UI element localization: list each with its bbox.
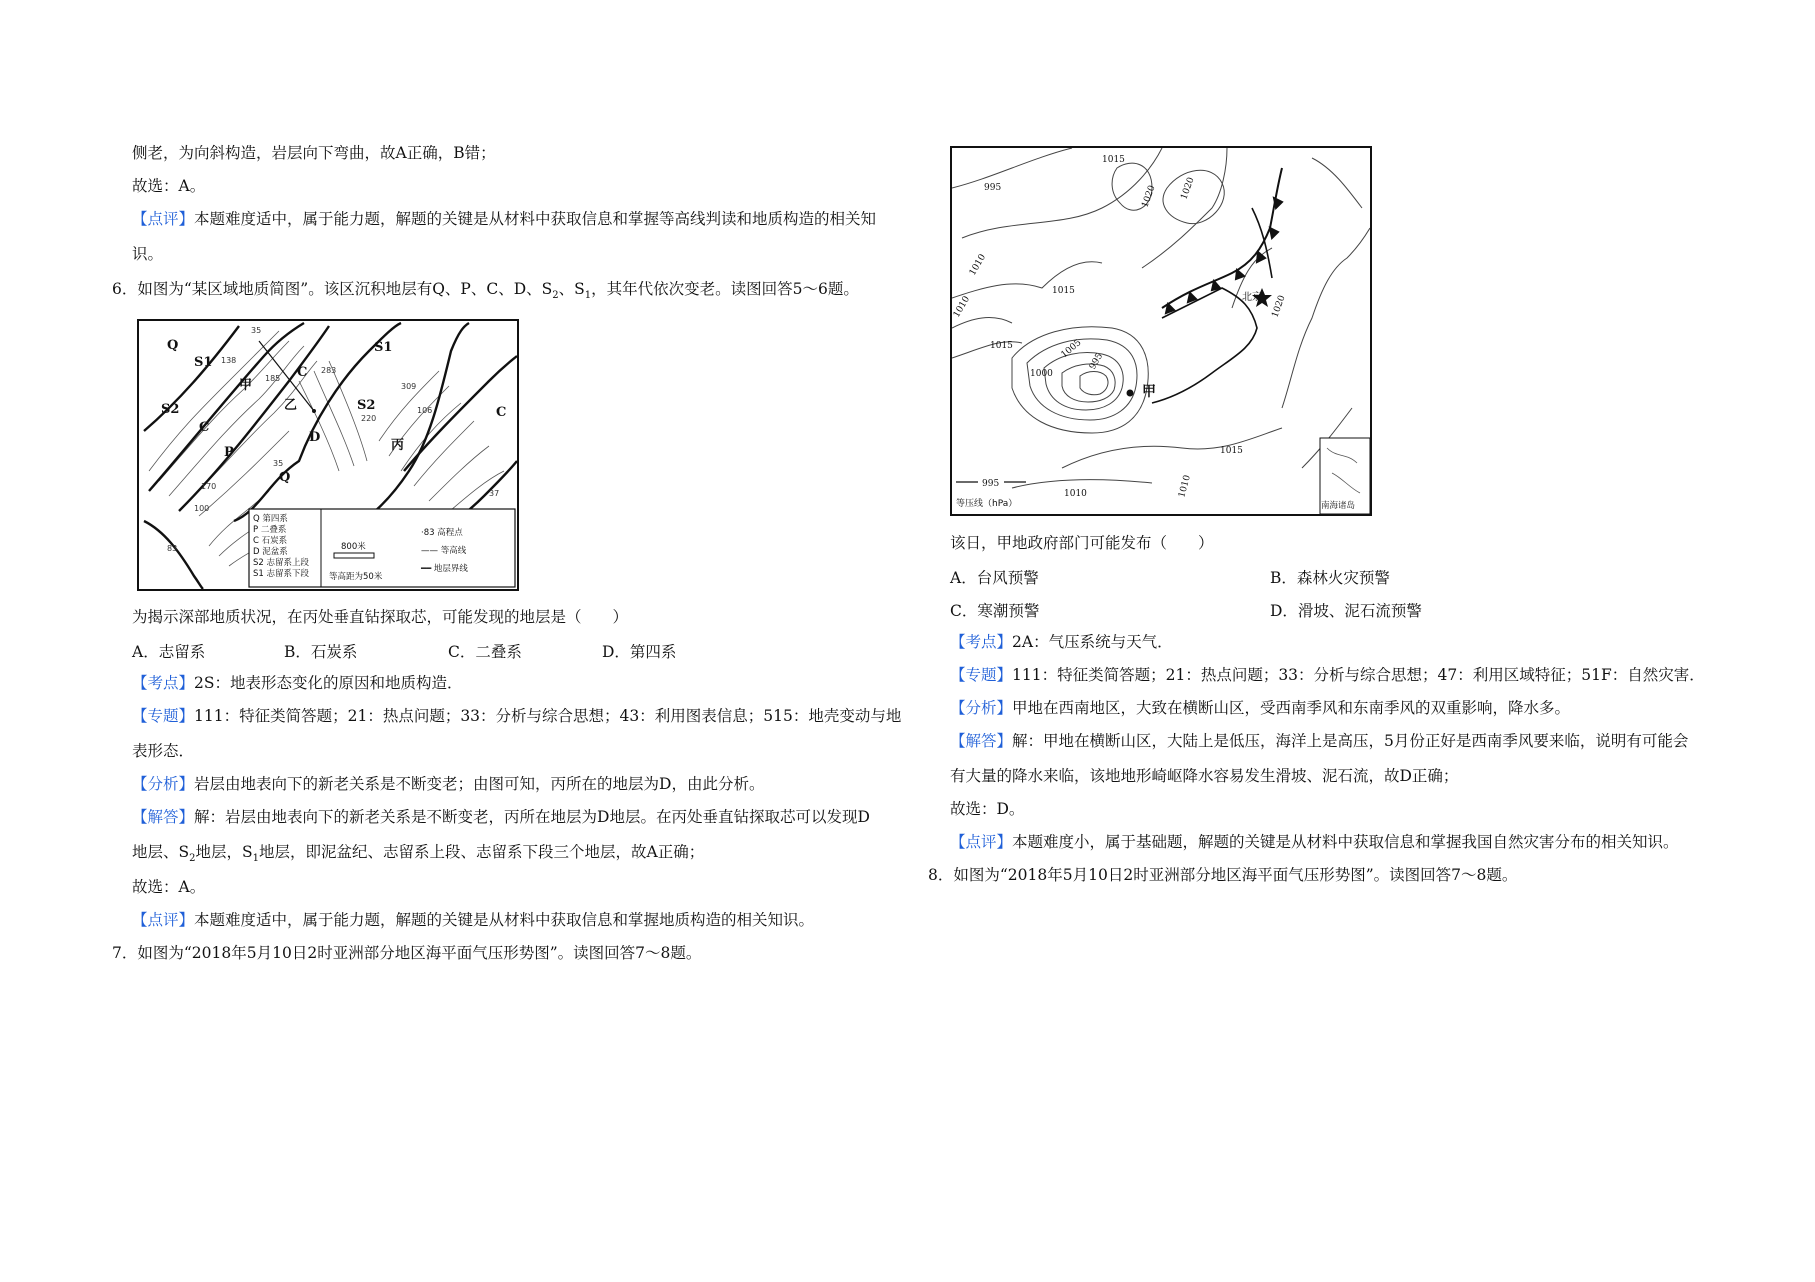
svg-text:S1 志留系下段: S1 志留系下段 [253,569,310,579]
geology-map [139,321,517,589]
svg-text:106: 106 [417,406,433,415]
geology-map-figure [137,319,519,591]
svg-text:1000: 1000 [1030,369,1053,379]
svg-text:283: 283 [321,366,337,375]
svg-text:1015: 1015 [1220,446,1243,456]
fenxi-paragraph: 【分析】岩层由地表向下的新老关系是不断变老；由图可知，丙所在的地层为D，由此分析。 [132,775,765,793]
geo-interval: 等高距为50米 [329,572,383,582]
option-c-2: C．寒潮预警 [950,602,1040,620]
pressure-map [952,148,1370,514]
svg-text:━━ 地层界线: ━━ 地层界线 [421,564,468,574]
geo-label-S2b: S2 [357,398,376,413]
dianping-paragraph-2: 【点评】本题难度小，属于基础题，解题的关键是从材料中获取信息和掌握我国自然灾害分布的相关知识。 [950,833,1679,851]
kaodian-paragraph: 【考点】2S：地表形态变化的原因和地质构造． [132,674,463,692]
comment-text-cont: 识。 [132,245,164,263]
fenxi-paragraph-2: 【分析】甲地在西南地区，大致在横断山区，受西南季风和东南季风的双重影响，降水多。 [950,699,1571,717]
svg-text:35: 35 [251,326,262,335]
svg-text:1005: 1005 [1059,337,1084,361]
svg-text:995: 995 [984,183,1002,193]
svg-text:P 二叠系: P 二叠系 [253,525,287,535]
geo-label-S1: S1 [194,355,213,370]
svg-text:83: 83 [167,544,178,553]
question-stem-7: 该日，甲地政府部门可能发布（ ） [950,534,1214,552]
geo-label-bing: 丙 [391,438,405,453]
svg-text:170: 170 [201,482,217,491]
pressure-map-figure [950,146,1372,516]
svg-text:D 泥盆系: D 泥盆系 [253,547,288,557]
svg-text:37: 37 [489,489,500,498]
answer-continuation: 侧老，为向斜构造，岩层向下弯曲，故A正确，B错； [132,144,496,162]
jieda-paragraph: 【解答】解：岩层由地表向下的新老关系是不断变老，丙所在地层为D地层。在丙处垂直钻探取芯可以发现D [132,808,870,826]
svg-text:C 石炭系: C 石炭系 [253,536,288,546]
jieda-cont-2: 有大量的降水来临，该地地形崎岖降水容易发生滑坡、泥石流，故D正确； [950,767,1459,785]
option-a: A．志留系 [132,643,206,661]
geo-label-S1b: S1 [374,340,393,355]
question-number: 6． [112,280,138,298]
geo-label-Q: Q [167,338,179,353]
svg-text:1010: 1010 [967,252,989,278]
geo-label-P: P [224,445,234,460]
option-b: B．石炭系 [284,643,358,661]
option-c: C．二叠系 [448,643,522,661]
svg-text:1010: 1010 [1177,474,1193,499]
geo-label-C3: C [496,405,507,420]
svg-text:100: 100 [194,504,210,513]
zhuanti-cont: 表形态． [132,742,195,760]
option-a-2: A．台风预警 [950,569,1039,587]
wx-label-jia: 甲 [1142,384,1156,400]
zhuanti-paragraph: 【专题】111：特征类简答题；21：热点问题；33：分析与综合思想；43：利用图表信息；515：地壳变动与地 [132,707,902,725]
geo-label-C: C [199,420,210,435]
svg-text:1015: 1015 [1102,155,1125,165]
location-dot-icon [1127,390,1134,397]
wx-label-beijing: 北京 [1242,292,1262,303]
geo-label-yi: 乙 [284,398,298,413]
zhuanti-paragraph-2: 【专题】111：特征类简答题；21：热点问题；33：分析与综合思想；47：利用区域特征；51F：自然灾害． [950,666,1705,684]
svg-text:1010: 1010 [952,294,973,320]
svg-text:995: 995 [1087,351,1106,372]
svg-text:1020: 1020 [1270,294,1288,320]
option-d-2: D．滑坡、泥石流预警 [1270,602,1422,620]
svg-text:·83 高程点: ·83 高程点 [421,528,463,538]
svg-text:1020: 1020 [1179,176,1197,202]
svg-text:1015: 1015 [1052,286,1075,296]
jieda-paragraph-2: 【解答】解：甲地在横断山区，大陆上是低压，海洋上是高压，5月份正好是西南季风要来临，说明有可能会 [950,732,1689,750]
geo-label-C2: C [297,365,308,380]
svg-text:138: 138 [221,356,237,365]
svg-text:220: 220 [361,414,377,423]
comment-tag: 【点评】 [132,210,195,228]
question-6: 6．如图为“某区域地质简图”。该区沉积地层有Q、P、C、D、$S_2$、$S_1$，其年代依次变老。读图回答5～6题。 [112,280,859,302]
comment-text: 本题难度适中，属于能力题，解题的关键是从材料中获取信息和掌握等高线判读和地质构造的相关知 [194,210,877,228]
svg-text:185: 185 [265,374,281,383]
geo-scale-label: 800米 [341,542,366,552]
svg-text:1015: 1015 [990,341,1013,351]
svg-text:Q 第四系: Q 第四系 [253,514,288,524]
question-7: 7．如图为“2018年5月10日2时亚洲部分地区海平面气压形势图”。读图回答7～8题。 [112,944,702,962]
comment-paragraph [132,209,876,229]
question-stem-6: 为揭示深部地质状况，在丙处垂直钻探取芯，可能发现的地层是（ ） [132,608,629,626]
svg-text:309: 309 [401,382,417,391]
option-d: D．第四系 [602,643,677,661]
option-b-2: B．森林火灾预警 [1270,569,1390,587]
svg-text:—— 等高线: —— 等高线 [421,546,467,556]
geo-label-Q2: Q [279,470,291,485]
svg-text:1020: 1020 [1140,184,1158,210]
wx-legend-line: 995 [982,479,1000,489]
kaodian-paragraph-2: 【考点】2A：气压系统与天气． [950,633,1173,651]
jieda-cont: 地层、$S_2$地层，$S_1$地层，即泥盆纪、志留系上段、志留系下段三个地层，故A正确； [132,843,705,865]
geo-label-jia: 甲 [239,378,253,393]
wx-legend-text: 等压线（hPa） [956,499,1018,509]
answer-choice-2: 故选：A。 [132,878,206,896]
dianping-paragraph: 【点评】本题难度适中，属于能力题，解题的关键是从材料中获取信息和掌握地质构造的相关知识。 [132,911,815,929]
geo-label-S2: S2 [161,402,180,417]
answer-choice: 故选：A。 [132,177,206,195]
geo-label-D: D [309,430,321,445]
answer-choice-3: 故选：D。 [950,800,1025,818]
svg-text:35: 35 [273,459,284,468]
wx-inset-label: 南海诸岛 [1321,501,1356,511]
svg-text:1010: 1010 [1064,489,1087,499]
question-8: 8．如图为“2018年5月10日2时亚洲部分地区海平面气压形势图”。读图回答7～8题。 [928,866,1518,884]
svg-text:S2 志留系上段: S2 志留系上段 [253,558,310,568]
